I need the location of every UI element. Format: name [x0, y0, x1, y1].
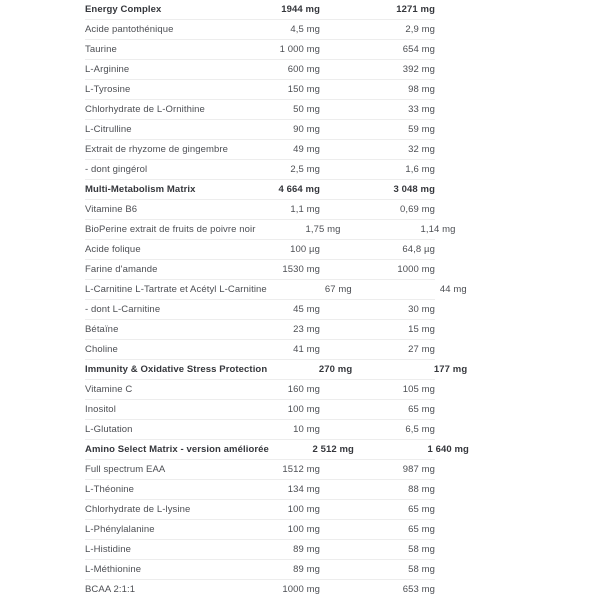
table-row [85, 440, 469, 460]
amount-per-portion-value: 1000 mg [397, 263, 435, 275]
amount-per-portion-value: 6,5 mg [405, 423, 435, 435]
ingredient-label: L-Phénylalanine [85, 523, 155, 535]
table-row [85, 300, 435, 320]
table-row [85, 120, 435, 140]
amount-per-portion-value: 0,69 mg [399, 203, 435, 215]
amount-per-serving-value: 1,1 mg [290, 203, 320, 215]
amount-per-portion-value: 58 mg [408, 543, 435, 555]
amount-per-portion-value: 88 mg [408, 483, 435, 495]
amount-per-serving-value: 600 mg [287, 63, 320, 75]
amount-per-serving-value: 23 mg [293, 323, 320, 335]
ingredient-label: L-Histidine [85, 543, 131, 555]
amount-per-portion-value: 1,14 mg [420, 223, 456, 235]
ingredient-label: Chlorhydrate de L-lysine [85, 503, 191, 515]
amount-per-portion-value: 59 mg [408, 123, 435, 135]
amount-per-serving-value: 1,75 mg [305, 223, 341, 235]
table-row [85, 240, 435, 260]
amount-per-serving-value: 2 512 mg [312, 443, 354, 455]
ingredient-label: L-Tyrosine [85, 83, 131, 95]
amount-per-serving-value: 67 mg [324, 283, 352, 295]
amount-per-portion-value: 987 mg [402, 463, 435, 475]
amount-per-portion-value: 1,6 mg [405, 163, 435, 175]
amount-per-portion-value: 98 mg [408, 83, 435, 95]
table-row [85, 460, 435, 480]
table-row [85, 140, 435, 160]
amount-per-serving-value: 100 mg [287, 503, 320, 515]
table-row [85, 320, 435, 340]
amount-per-serving-value: 45 mg [293, 303, 320, 315]
ingredient-label: L-Carnitine L-Tartrate et Acétyl L-Carnitine [85, 283, 267, 295]
ingredient-label: L-Arginine [85, 63, 130, 75]
amount-per-portion-value: 654 mg [402, 43, 435, 55]
amount-per-serving-value: 41 mg [293, 343, 320, 355]
amount-per-portion-value: 3 048 mg [393, 183, 435, 195]
amount-per-serving-value: 1944 mg [281, 3, 320, 15]
amount-per-serving-value: 89 mg [293, 563, 320, 575]
ingredient-label: L-Théonine [85, 483, 135, 495]
amount-per-serving-value: 150 mg [287, 83, 320, 95]
table-row [85, 0, 435, 20]
amount-per-serving-value: 100 mg [287, 403, 320, 415]
table-row [85, 60, 435, 80]
amount-per-serving-value: 100 mg [287, 523, 320, 535]
ingredient-label: Immunity & Oxidative Stress Protection [85, 363, 268, 375]
amount-per-portion-value: 65 mg [408, 503, 435, 515]
amount-per-portion-value: 58 mg [408, 563, 435, 575]
amount-per-serving-value: 1 000 mg [279, 43, 320, 55]
table-row [85, 360, 468, 380]
amount-per-portion-value: 15 mg [408, 323, 435, 335]
amount-per-portion-value: 392 mg [402, 63, 435, 75]
ingredient-label: Acide pantothénique [85, 23, 174, 35]
table-row [85, 160, 435, 180]
table-row [85, 100, 435, 120]
table-row [85, 480, 435, 500]
table-row [85, 20, 435, 40]
ingredient-label: Vitamine C [85, 383, 133, 395]
amount-per-serving-value: 134 mg [287, 483, 320, 495]
amount-per-portion-value: 27 mg [408, 343, 435, 355]
ingredient-label: BioPerine extrait de fruits de poivre noir [85, 223, 256, 235]
amount-per-serving-value: 100 µg [290, 243, 320, 255]
ingredient-label: L-Méthionine [85, 563, 142, 575]
amount-per-portion-value: 2,9 mg [405, 23, 435, 35]
table-row [85, 280, 467, 300]
table-row [85, 80, 435, 100]
table-row [85, 420, 435, 440]
table-row [85, 500, 435, 520]
amount-per-portion-value: 33 mg [408, 103, 435, 115]
ingredient-label: Multi-Metabolism Matrix [85, 183, 196, 195]
table-row [85, 400, 435, 420]
amount-per-portion-value: 653 mg [402, 584, 435, 596]
ingredient-label: - dont L-Carnitine [85, 303, 161, 315]
amount-per-portion-value: 1271 mg [396, 3, 435, 15]
table-row [85, 540, 435, 560]
amount-per-serving-value: 1530 mg [282, 263, 320, 275]
ingredient-label: - dont gingérol [85, 163, 148, 175]
ingredient-label: Farine d'amande [85, 263, 158, 275]
ingredient-label: Vitamine B6 [85, 203, 138, 215]
ingredient-label: Chlorhydrate de L-Ornithine [85, 103, 205, 115]
amount-per-portion-value: 64,8 µg [402, 243, 435, 255]
amount-per-portion-value: 44 mg [439, 283, 467, 295]
amount-per-serving-value: 1512 mg [282, 463, 320, 475]
amount-per-serving-value: 49 mg [293, 143, 320, 155]
amount-per-portion-value: 65 mg [408, 403, 435, 415]
table-row [85, 220, 456, 240]
ingredient-label: Taurine [85, 43, 117, 55]
ingredient-label: Full spectrum EAA [85, 463, 166, 475]
table-row [85, 520, 435, 540]
table-row [85, 200, 435, 220]
amount-per-portion-value: 105 mg [402, 383, 435, 395]
ingredient-label: Inositol [85, 403, 116, 415]
ingredient-label: BCAA 2:1:1 [85, 584, 136, 596]
amount-per-serving-value: 90 mg [293, 123, 320, 135]
amount-per-portion-value: 177 mg [433, 363, 468, 375]
amount-per-serving-value: 4 664 mg [278, 183, 320, 195]
amount-per-serving-value: 89 mg [293, 543, 320, 555]
amount-per-portion-value: 32 mg [408, 143, 435, 155]
amount-per-serving-value: 10 mg [293, 423, 320, 435]
amount-per-serving-value: 50 mg [293, 103, 320, 115]
amount-per-portion-value: 1 640 mg [427, 443, 469, 455]
table-row [85, 380, 435, 400]
ingredient-label: Extrait de rhyzome de gingembre [85, 143, 229, 155]
ingredient-label: Amino Select Matrix - version améliorée [85, 443, 269, 455]
amount-per-serving-value: 160 mg [287, 383, 320, 395]
table-row [85, 340, 435, 360]
table-row [85, 40, 435, 60]
ingredient-label: Acide folique [85, 243, 141, 255]
ingredient-label: Choline [85, 343, 118, 355]
amount-per-serving-value: 4,5 mg [290, 23, 320, 35]
amount-per-portion-value: 65 mg [408, 523, 435, 535]
table-row [85, 180, 435, 200]
amount-per-serving-value: 2,5 mg [290, 163, 320, 175]
ingredient-label: Bétaïne [85, 323, 119, 335]
table-row [85, 260, 435, 280]
table-row [85, 560, 435, 580]
amount-per-serving-value: 270 mg [318, 363, 353, 375]
ingredient-label: L-Glutation [85, 423, 133, 435]
amount-per-serving-value: 1000 mg [282, 584, 320, 596]
table-row [85, 580, 435, 600]
nutrition-table [85, 0, 469, 600]
ingredient-label: Energy Complex [85, 3, 162, 15]
amount-per-portion-value: 30 mg [408, 303, 435, 315]
ingredient-label: L-Citrulline [85, 123, 132, 135]
